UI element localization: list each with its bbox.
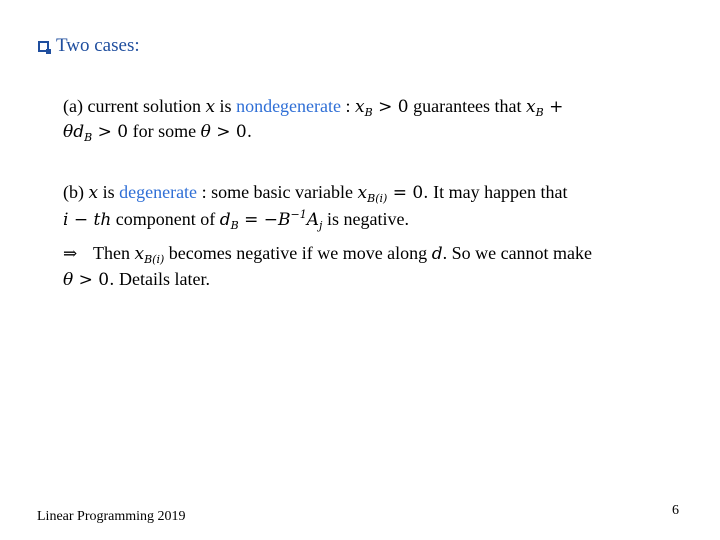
- math-eq-zero: = 0.: [387, 183, 429, 203]
- math-db: $d_B$: [219, 210, 239, 232]
- keyword-nondegenerate: nondegenerate: [236, 96, 342, 116]
- math-x-b: x: [88, 183, 99, 203]
- text-is-negative: is negative.: [322, 209, 409, 229]
- case-a-line-2: [63, 120, 252, 143]
- text-then: Then: [93, 243, 135, 263]
- case-a-line-1: [63, 95, 563, 118]
- text-basic-variable: : some basic variable: [197, 182, 358, 202]
- math-gt-zero-b: > 0.: [73, 270, 115, 290]
- math-theta: θ: [200, 122, 211, 142]
- math-gt-zero-3: > 0.: [210, 122, 253, 142]
- case-b-line-3: [63, 242, 592, 265]
- page-number: 6: [672, 503, 679, 518]
- case-b-label: (b): [63, 182, 89, 202]
- math-d: d: [431, 244, 443, 264]
- math-i: i: [63, 210, 69, 230]
- text-guarantees: guarantees that: [408, 96, 527, 116]
- text-may-happen: It may happen that: [428, 182, 568, 202]
- text-cannot-make: So we cannot make: [447, 243, 593, 263]
- math-xbi: $x_{B(i)}$: [357, 183, 388, 205]
- math-eq-minus: = −: [238, 210, 279, 230]
- implies-arrow-icon: ⇒: [63, 244, 78, 264]
- text-is: is: [215, 96, 237, 116]
- math-x: x: [205, 97, 216, 117]
- text-period: .: [442, 243, 448, 263]
- math-gt-zero: > 0: [372, 97, 409, 117]
- math-b-inv-aj: $B^{-1}A_j$: [278, 208, 323, 232]
- text-is-b: is: [98, 182, 120, 202]
- text-component-of: component of: [111, 209, 220, 229]
- case-b-line-1: [63, 181, 568, 204]
- case-a-label: (a) current solution: [63, 96, 206, 116]
- text-for-some: for some: [128, 121, 201, 141]
- text-colon: :: [341, 96, 356, 116]
- math-xb-2: $x_B$: [526, 97, 544, 119]
- math-theta-db: $\theta d_B$: [63, 122, 93, 144]
- keyword-degenerate: degenerate: [119, 182, 198, 202]
- text-becomes-negative: becomes negative if we move along: [164, 243, 432, 263]
- case-b-line-4: [63, 268, 210, 291]
- heading-text: Two cases:: [56, 35, 140, 56]
- text-details-later: Details later.: [114, 269, 210, 289]
- square-bullet-icon: [38, 41, 49, 52]
- slide-heading: [38, 34, 140, 58]
- math-xb: $x_B$: [355, 97, 373, 119]
- math-gt-zero-2: > 0: [92, 122, 129, 142]
- math-theta-b: θ: [63, 270, 74, 290]
- footer-text: Linear Programming 2019: [37, 509, 186, 524]
- math-plus: +: [543, 97, 564, 117]
- case-b-line-2: [63, 208, 409, 231]
- math-minus-th: − th: [68, 210, 112, 230]
- math-xbi-2: $x_{B(i)}$: [134, 244, 165, 266]
